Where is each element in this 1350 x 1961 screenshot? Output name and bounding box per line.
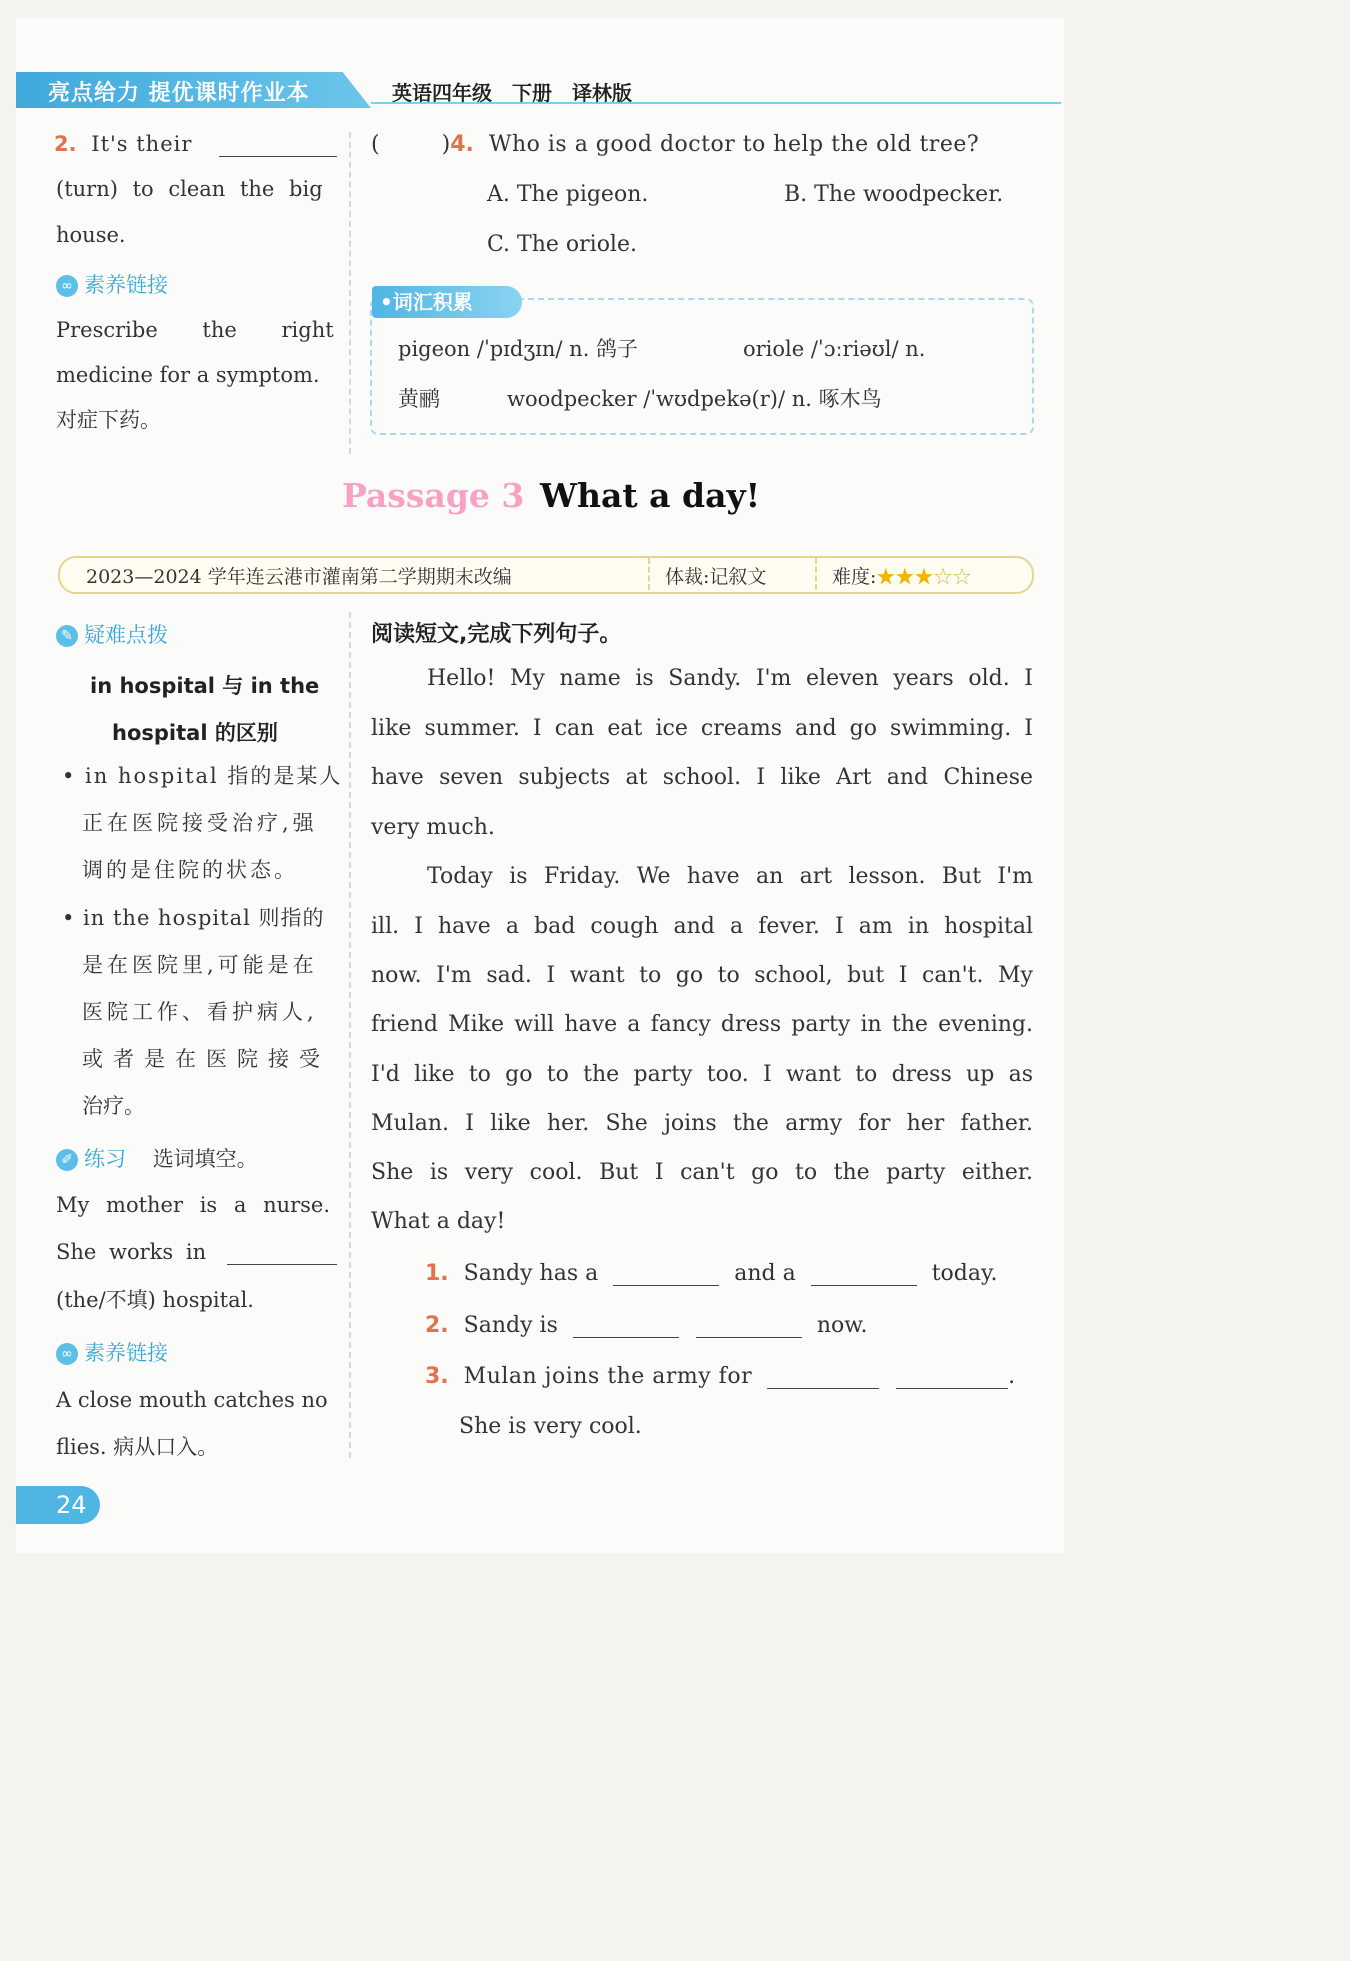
difficulty-label: 难度: (832, 566, 877, 588)
passage-title: What a day! (540, 476, 761, 515)
source-divider (648, 558, 652, 590)
practice-text: She works in (56, 1240, 207, 1264)
vocab-oriole: oriole /ˈɔːriəʊl/ n. (743, 337, 926, 361)
quote-1-line1: Prescribe the right (56, 318, 334, 342)
column-divider-top (349, 132, 351, 454)
answer-choice-slot[interactable] (387, 137, 435, 157)
option-c[interactable]: C. The oriole. (487, 232, 637, 257)
passage-line: ill. I have a bad cough and a fever. I am in hospital (371, 914, 1033, 939)
vocabulary-tag: •词汇积累 (372, 286, 522, 318)
subject-label: 英语四年级 (392, 81, 492, 105)
quote-1-line2: medicine for a symptom. (56, 363, 320, 387)
tip-a-line3: 调的是住院的状态。 (82, 858, 298, 882)
practice-tag (56, 1143, 258, 1173)
source-text: 2023—2024 学年连云港市灌南第二学期期末改编 (86, 566, 512, 588)
answer-blank[interactable] (896, 1368, 1008, 1389)
completion-question-1 (425, 1261, 998, 1286)
edition-label: 译林版 (572, 81, 632, 105)
question-number: 4. (450, 132, 474, 157)
passage-line: She is very cool. But I can't go to the party either. (371, 1160, 1033, 1185)
tips-icon: ✎ (56, 625, 78, 647)
answer-blank[interactable] (696, 1317, 802, 1338)
practice-line1: My mother is a nurse. (56, 1193, 331, 1217)
literacy-link-tag-2 (56, 1337, 168, 1367)
book-info (392, 77, 652, 106)
genre-text: 体裁:记叙文 (665, 566, 767, 588)
question-4 (371, 132, 979, 157)
question-text: and a (734, 1261, 796, 1286)
tag-label: 素养链接 (84, 273, 168, 297)
question-number: 1. (425, 1261, 449, 1286)
series-title: 亮点给力 提优课时作业本 (48, 81, 310, 106)
difficulty (832, 562, 971, 589)
volume-label: 下册 (512, 81, 552, 105)
passage-line: very much. (371, 815, 495, 840)
practice-line3: (the/不填) hospital. (56, 1288, 254, 1312)
star-filled-icon: ★ (895, 566, 915, 588)
passage-line: What a day! (371, 1209, 506, 1234)
source-divider (815, 558, 819, 590)
vocab-oriole-meaning: 黄鹂 (398, 387, 440, 411)
completion-question-3-line2: She is very cool. (459, 1414, 642, 1439)
question-text: Sandy has a (463, 1261, 599, 1286)
vocab-woodpecker: woodpecker /ˈwʊdpekə(r)/ n. 啄木鸟 (507, 387, 882, 411)
passage-line: Mulan. I like her. She joins the army for her father. (371, 1111, 1033, 1136)
question-text: Sandy is (463, 1313, 558, 1338)
practice-instruction: 选词填空。 (152, 1147, 258, 1171)
passage-line: Hello! My name is Sandy. I'm eleven years old. I (427, 666, 1033, 691)
answer-blank[interactable] (219, 136, 337, 157)
practice-line2 (56, 1240, 337, 1265)
star-filled-icon: ★ (876, 566, 896, 588)
tip-b-line4: 或者是在医院接受 (82, 1047, 330, 1071)
question-number: 2. (425, 1313, 449, 1338)
answer-blank[interactable] (573, 1317, 679, 1338)
option-a[interactable]: A. The pigeon. (487, 182, 649, 207)
tip-b-line2: 是在医院里,可能是在 (82, 953, 318, 977)
pencil-icon: ✐ (56, 1149, 78, 1171)
tip-title-line2: hospital 的区别 (112, 721, 278, 745)
question-text: . (1008, 1364, 1016, 1389)
tag-label: 素养链接 (84, 1341, 168, 1365)
answer-blank[interactable] (811, 1265, 917, 1286)
question-text: Who is a good doctor to help the old tree? (488, 132, 980, 157)
tip-a-line1: • in hospital 指的是某人 (62, 764, 343, 788)
question-text: Mulan joins the army for (463, 1364, 753, 1389)
passage-line: have seven subjects at school. I like Art and Chinese (371, 765, 1033, 790)
passage-line: Today is Friday. We have an art lesson. But I'm (427, 864, 1033, 889)
vocab-pigeon: pigeon /ˈpɪdʒɪn/ n. 鸽子 (398, 337, 639, 361)
page-number: 24 (16, 1486, 100, 1524)
completion-question-2 (425, 1313, 868, 1338)
difficulty-stars (876, 566, 971, 588)
tip-a-line2: 正在医院接受治疗,强 (82, 811, 318, 835)
question-text: now. (816, 1313, 868, 1338)
star-empty-icon: ☆ (952, 566, 972, 588)
literacy-link-tag (56, 269, 168, 299)
answer-blank[interactable] (613, 1265, 719, 1286)
tag-label: 疑难点拨 (84, 623, 168, 647)
quote-2-line2: flies. 病从口入。 (56, 1435, 219, 1459)
quote-1-chinese: 对症下药。 (56, 408, 161, 432)
answer-blank[interactable] (227, 1244, 337, 1265)
question-text: It's their (91, 132, 193, 156)
vocabulary-box (370, 298, 1034, 435)
tip-b-line5: 治疗。 (82, 1094, 145, 1118)
question-number: 2. (54, 132, 77, 156)
passage-line: friend Mike will have a fancy dress party in the evening. (371, 1012, 1033, 1037)
link-icon: ∞ (56, 1343, 78, 1365)
question-number: 3. (425, 1364, 449, 1389)
option-b[interactable]: B. The woodpecker. (784, 182, 1004, 207)
column-divider-bottom (349, 612, 351, 1458)
passage-line: now. I'm sad. I want to go to school, but I can't. My (371, 963, 1033, 988)
tip-b-line1: • in the hospital 则指的 (62, 906, 325, 930)
passage-line: I'd like to go to the party too. I want to dress up as (371, 1062, 1033, 1087)
question-2 (54, 132, 337, 157)
passage-line: like summer. I can eat ice creams and go swimming. I (371, 716, 1033, 741)
difficulty-tips-tag (56, 619, 168, 649)
star-filled-icon: ★ (914, 566, 934, 588)
star-empty-icon: ☆ (933, 566, 953, 588)
question-2-line3: house. (56, 223, 126, 247)
passage-label: Passage 3 (342, 476, 525, 515)
tip-title-line1: in hospital 与 in the (90, 674, 320, 698)
answer-paren-close: ) (441, 132, 451, 157)
answer-paren-open: ( (371, 132, 380, 157)
completion-question-3 (425, 1364, 1015, 1389)
tip-b-line3: 医院工作、看护病人, (82, 1000, 318, 1024)
quote-2-line1: A close mouth catches no (56, 1388, 328, 1412)
tag-label: 练习 (84, 1147, 126, 1171)
question-2-line2: (turn) to clean the big (56, 177, 323, 201)
question-text: today. (931, 1261, 998, 1286)
reading-instruction: 阅读短文,完成下列句子。 (371, 622, 622, 647)
link-icon: ∞ (56, 275, 78, 297)
answer-blank[interactable] (767, 1368, 879, 1389)
